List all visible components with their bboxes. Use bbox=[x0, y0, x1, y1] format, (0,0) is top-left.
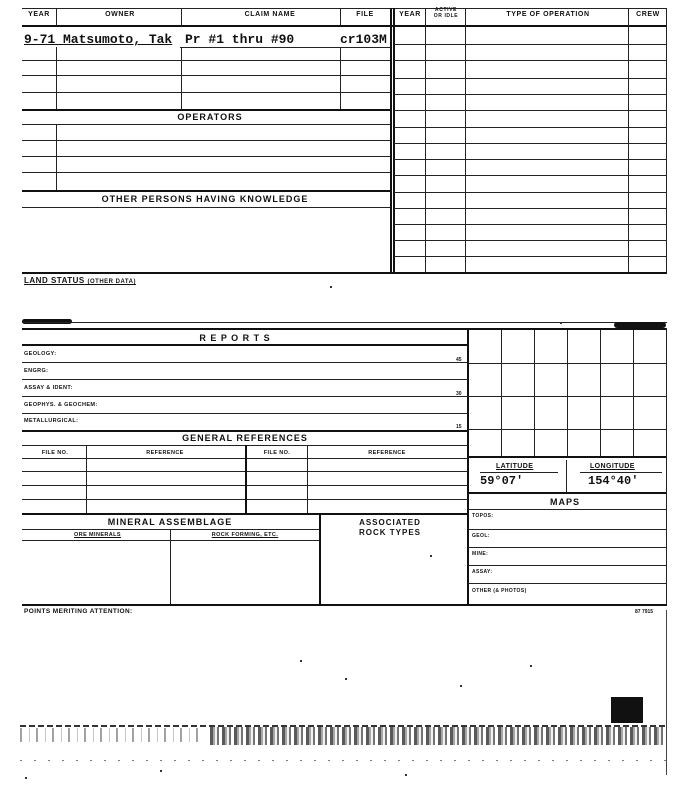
header-crew: CREW bbox=[636, 11, 660, 18]
ref-header-reference-1: REFERENCE bbox=[146, 450, 184, 456]
associated-line1: ASSOCIATED bbox=[359, 518, 421, 527]
longitude-label: LONGITUDE bbox=[590, 463, 635, 470]
header-file: FILE bbox=[356, 11, 374, 18]
rock-forming-label: ROCK FORMING, ETC. bbox=[211, 532, 279, 538]
maps-other: OTHER (& PHOTOS) bbox=[472, 588, 527, 594]
report-geology-label: GEOLOGY: bbox=[24, 351, 57, 357]
ore-minerals-label: ORE MINERALS bbox=[74, 532, 121, 538]
ref-header-file-no-2: FILE NO. bbox=[263, 450, 291, 456]
mineral-title: MINERAL ASSEMBLAGE bbox=[107, 517, 233, 527]
report-metallurgical-label: METALLURGICAL: bbox=[24, 418, 79, 424]
general-references-title: GENERAL REFERENCES bbox=[182, 433, 308, 443]
latitude-label: LATITUDE bbox=[496, 463, 534, 470]
report-engrg-label: ENGRG: bbox=[24, 368, 49, 374]
maps-mine: MINE: bbox=[472, 551, 489, 557]
other-persons-label: OTHER PERSONS HAVING KNOWLEDGE bbox=[101, 194, 309, 204]
longitude-value: 154°40' bbox=[588, 474, 639, 488]
report-metallurgical-num: 15 bbox=[456, 424, 462, 430]
report-assay-num: 30 bbox=[456, 391, 462, 397]
maps-title: MAPS bbox=[549, 497, 580, 507]
report-assay-label: ASSAY & IDENT: bbox=[24, 385, 73, 391]
reports-title: R E P O R T S bbox=[199, 333, 271, 343]
land-status-sublabel: (OTHER DATA) bbox=[87, 279, 136, 285]
land-status-label: LAND STATUS bbox=[24, 276, 85, 285]
header-active-line2: OR IDLE bbox=[433, 13, 459, 19]
row1-file: cr103M bbox=[340, 32, 387, 47]
maps-geol: GEOL: bbox=[472, 533, 490, 539]
header-claim-name: CLAIM NAME bbox=[244, 11, 296, 18]
report-geology-num: 45 bbox=[456, 357, 462, 363]
header-owner: OWNER bbox=[105, 11, 135, 18]
form-code: 87 7915 bbox=[635, 609, 654, 615]
header-active-line1: ACTIVE bbox=[435, 7, 457, 13]
latitude-value: 59°07' bbox=[480, 474, 524, 488]
report-geophys-label: GEOPHYS. & GEOCHEM: bbox=[24, 402, 98, 408]
associated-line2: ROCK TYPES bbox=[358, 528, 421, 537]
header-year-2: YEAR bbox=[399, 11, 421, 18]
operators-label: OPERATORS bbox=[177, 112, 243, 122]
row1-year-owner: 9-71 Matsumoto, Tak bbox=[24, 32, 173, 47]
maps-assay: ASSAY: bbox=[472, 569, 493, 575]
row1-claim-name: Pr #1 thru #90 bbox=[185, 32, 295, 47]
header-year: YEAR bbox=[28, 11, 50, 18]
ref-header-file-no-1: FILE NO. bbox=[41, 450, 69, 456]
maps-topos: TOPOS: bbox=[472, 513, 494, 519]
ref-header-reference-2: REFERENCE bbox=[368, 450, 406, 456]
header-type-of-operation: TYPE OF OPERATION bbox=[506, 11, 590, 18]
points-label: POINTS MERITING ATTENTION: bbox=[24, 608, 133, 615]
